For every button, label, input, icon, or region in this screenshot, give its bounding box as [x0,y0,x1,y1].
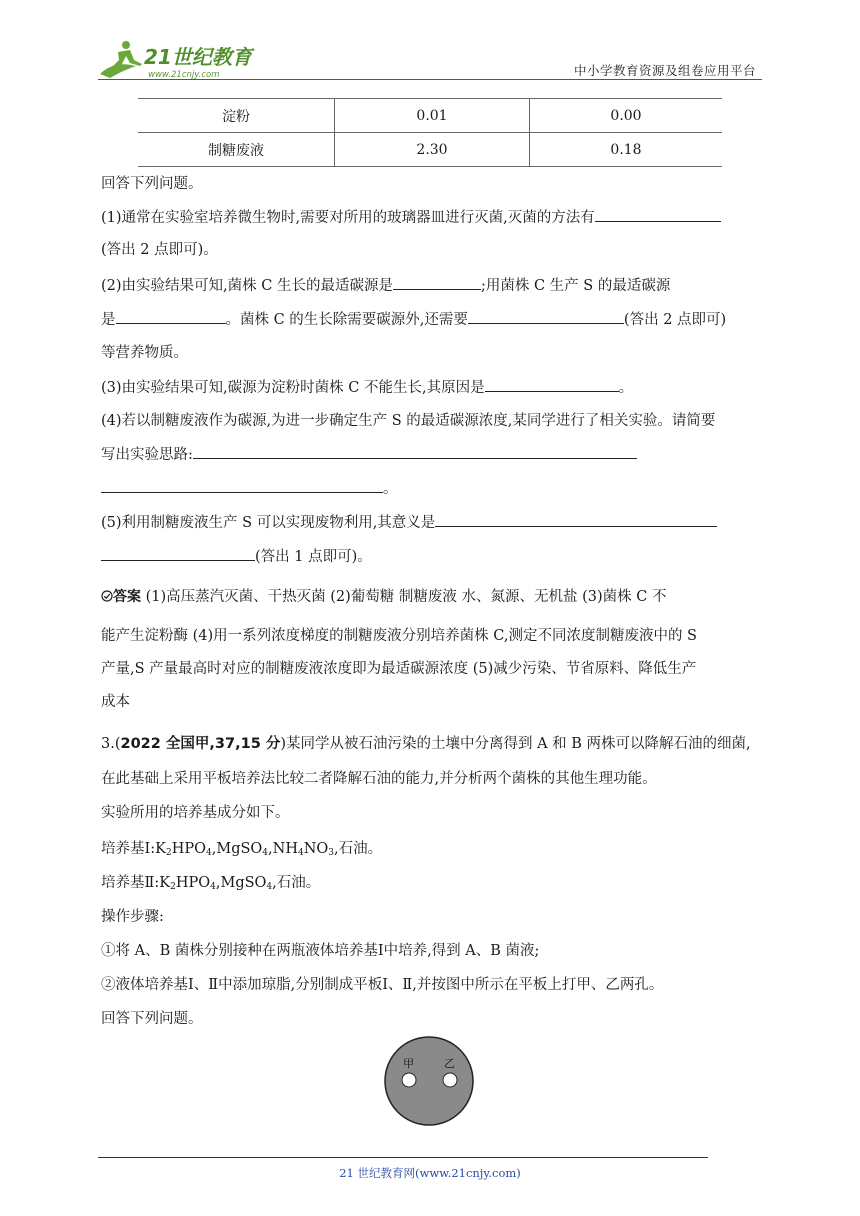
q4-text: 写出实验思路: [101,447,193,463]
question-2 [101,275,670,296]
answer-blank[interactable] [595,207,721,222]
intro-text: 回答下列问题。 [101,176,203,192]
question-4-cont [101,444,637,465]
answer-line-3: 产量,S 产量最高时对应的制糖废液浓度即为最适碳源浓度 (5)减少污染、节省原料、降低生产 [101,661,697,677]
q5-text: (5)利用制糖废液生产 S 可以实现废物利用,其意义是 [101,515,436,531]
question-4: (4)若以制糖废液作为碳源,为进一步确定生产 S 的最适碳源浓度,某同学进行了相关实验。请简要 [101,413,716,429]
answer-blank[interactable] [193,444,637,459]
medium-1: 培养基$Ⅰ:K_2HPO_4,MgSO_4,NH_4NO_3$,石油。 [101,841,383,858]
answer-blank[interactable] [101,478,383,493]
answer-blank[interactable] [116,309,226,324]
answer-blank[interactable] [468,309,624,324]
answer-blank[interactable] [435,512,717,527]
q-next-ask: 回答下列问题。 [101,1011,203,1027]
answer-label: 答案 [113,589,141,605]
q4-text: 。 [383,481,398,497]
table-row [138,133,722,167]
q2-text: 。菌株 C 的生长除需要碳源外,还需要 [225,312,468,328]
table-cell: 制糖废液 [138,133,335,167]
q-text: )某同学从被石油污染的土壤中分离得到 A 和 B 两株可以降解石油的细菌, [280,736,751,752]
table-cell: 0.01 [335,99,530,133]
q2-text: 是 [101,312,116,328]
medium-2: 培养基$Ⅱ:K_2HPO_4,MgSO_4$,石油。 [101,875,321,892]
question-3 [101,377,633,398]
table-cell: 淀粉 [138,99,335,133]
q-next-line-2: 在此基础上采用平板培养法比较二者降解石油的能力,并分析两个菌株的其他生理功能。 [101,771,657,787]
answer-text: (1)高压蒸汽灭菌、干热灭菌 (2)葡萄糖 制糖废液 水、氮源、无机盐 (3)菌株 C 不 [145,589,667,605]
runner-logo-icon [100,41,142,78]
q-source: 2022 全国甲,37,15 分 [120,736,281,752]
answer-line-2: 能产生淀粉酶 (4)用一系列浓度梯度的制糖废液分别培养菌株 C,测定不同浓度制糖废液中的 S [101,628,697,644]
hole-label: 乙 [444,1057,455,1070]
q2-end: 等营养物质。 [101,345,188,361]
logo-url: www.21cnjy.com [148,70,220,80]
question-5 [101,512,717,533]
answer-blank[interactable] [101,546,255,561]
medium-2-label: 培养基Ⅱ: [101,875,160,891]
question-2-cont [101,309,726,330]
results-table [138,98,722,167]
q1-note: (答出 2 点即可)。 [101,242,218,258]
check-circle-icon [101,590,113,602]
table-row [138,99,722,133]
logo-text: 21世纪教育 [144,45,252,69]
q1-text: (1)通常在实验室培养微生物时,需要对所用的玻璃器皿进行灭菌,灭菌的方法有 [101,210,595,226]
header-rule [98,79,762,80]
site-name: 中小学教育资源及组卷应用平台 [573,63,756,78]
answer-line-4: 成本 [101,694,130,710]
answer-blank[interactable] [393,275,481,290]
q2-text: ;用菌株 C 生产 S 的最适碳源 [480,278,671,294]
table-cell: 2.30 [335,133,530,167]
hole-label: 甲 [403,1057,414,1070]
step-1: ①将 A、B 菌株分别接种在两瓶液体培养基Ⅰ中培养,得到 A、B 菌液; [101,943,540,959]
q2-text: (2)由实验结果可知,菌株 C 生长的最适碳源是 [101,278,393,294]
q2-text: (答出 2 点即可) [623,312,727,328]
q-next-line-3: 实验所用的培养基成分如下。 [101,805,290,821]
medium-1-label: 培养基Ⅰ: [101,841,156,857]
table-cell: 0.00 [530,99,723,133]
petri-dish-figure [383,1035,475,1127]
q5-text: (答出 1 点即可)。 [255,549,372,565]
answer-blank[interactable] [485,377,619,392]
steps-label: 操作步骤: [101,909,164,925]
table-cell: 0.18 [530,133,723,167]
step-2: ②液体培养基Ⅰ、Ⅱ中添加琼脂,分别制成平板Ⅰ、Ⅱ,并按图中所示在平板上打甲、乙两孔。 [101,977,664,993]
footer-rule [98,1157,708,1158]
hole-jia [402,1073,416,1087]
footer-text[interactable]: 21 世纪教育网(www.21cnjy.com) [339,1166,521,1180]
question-next [101,734,751,754]
site-logo [96,36,266,82]
q3-text: (3)由实验结果可知,碳源为淀粉时菌株 C 不能生长,其原因是 [101,380,485,396]
q3-text: 。 [618,380,634,396]
q-num: 3.( [101,736,121,752]
question-4-end [101,478,398,499]
hole-yi [443,1073,457,1087]
dish-plate [385,1037,473,1125]
answer-line-1 [101,587,666,607]
question-5-cont [101,546,372,567]
question-1 [101,207,721,228]
